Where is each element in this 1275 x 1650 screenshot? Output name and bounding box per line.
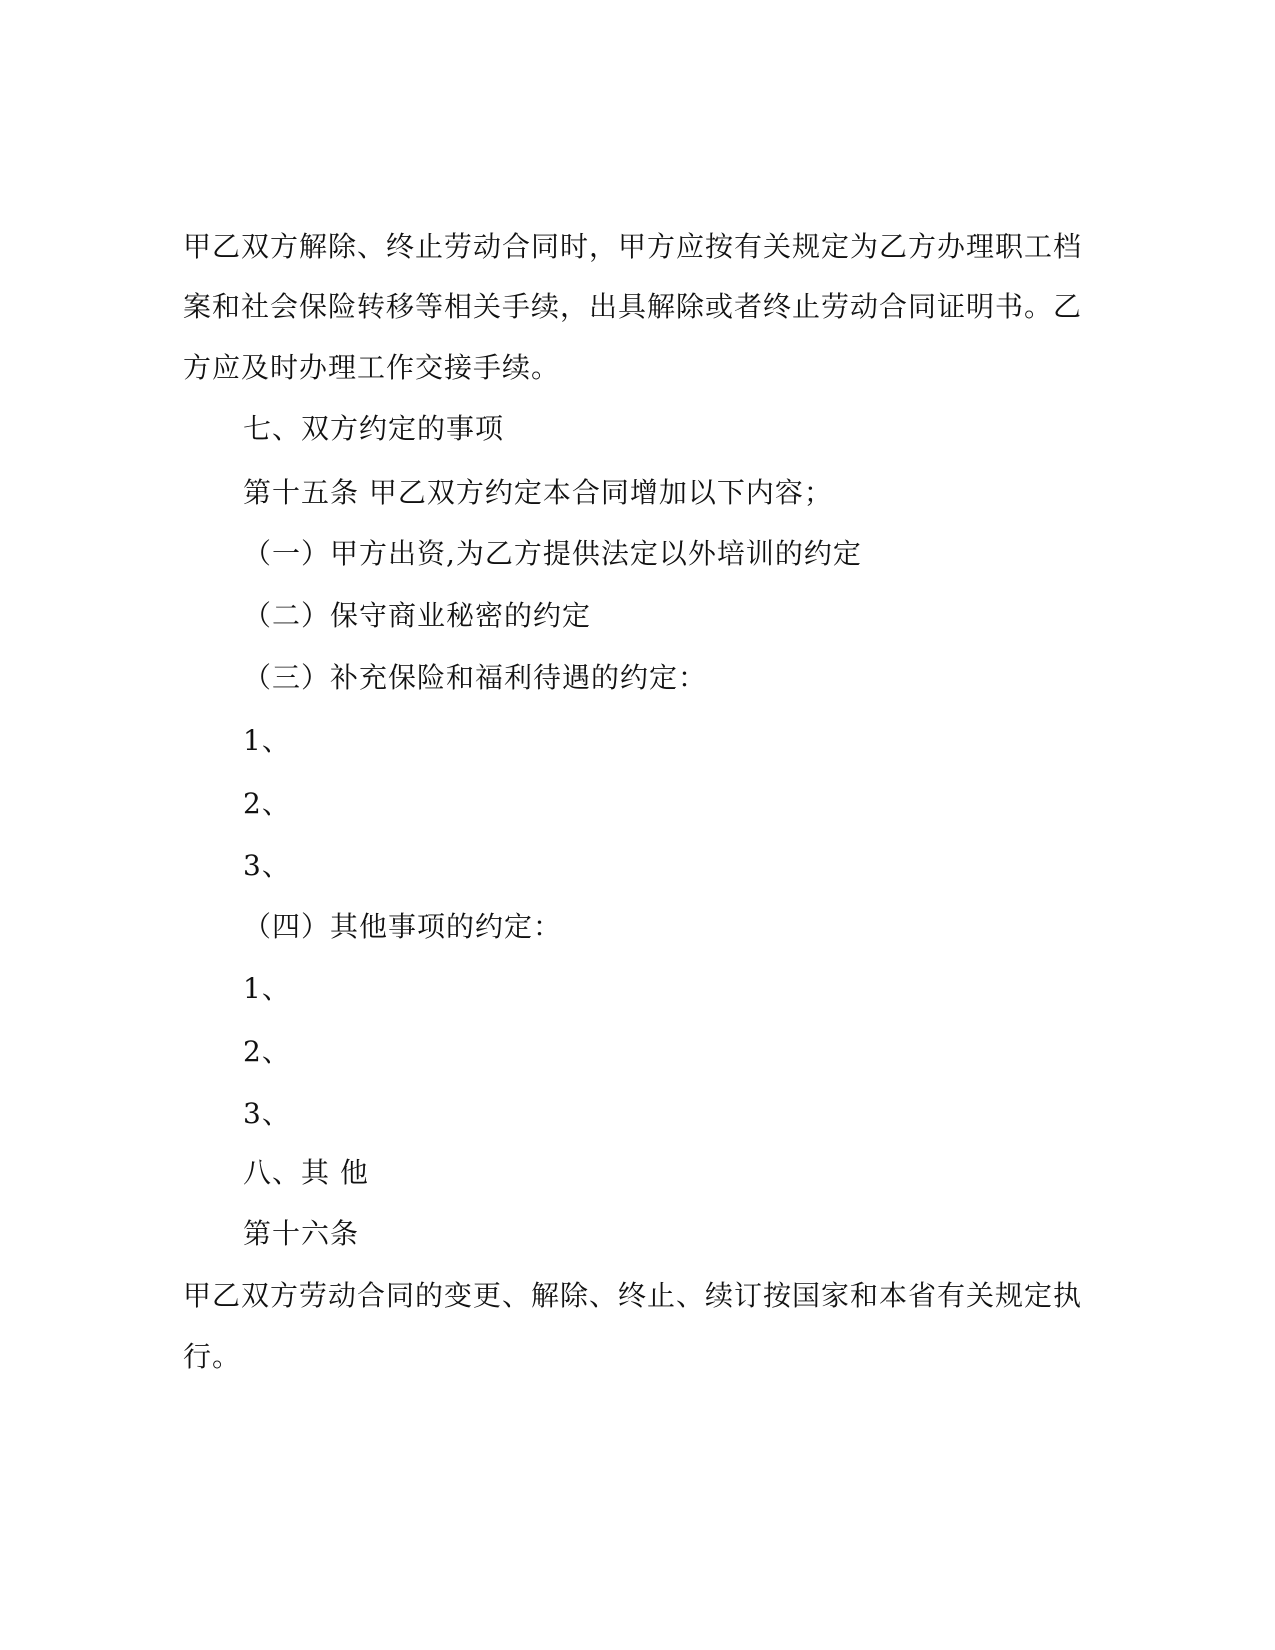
item-4-sub-3: 3、 [243, 1097, 291, 1130]
paragraph-1-line-2: 案和社会保险转移等相关手续，出具解除或者终止劳动合同证明书。乙 [183, 290, 1083, 323]
paragraph-2-line-1: 甲乙双方劳动合同的变更、解除、终止、续订按国家和本省有关规定执 [183, 1279, 1083, 1312]
section-7-heading: 七、双方约定的事项 [243, 412, 505, 445]
item-1: （一）甲方出资,为乙方提供法定以外培训的约定 [243, 537, 862, 570]
item-4: （四）其他事项的约定： [243, 910, 563, 943]
paragraph-1-line-1: 甲乙双方解除、终止劳动合同时，甲方应按有关规定为乙方办理职工档 [183, 230, 1083, 263]
item-3-sub-2: 2、 [243, 787, 291, 820]
article-15: 第十五条 甲乙双方约定本合同增加以下内容； [243, 476, 833, 509]
item-2: （二）保守商业秘密的约定 [243, 599, 592, 632]
section-8-heading: 八、其 他 [243, 1156, 369, 1189]
paragraph-2-line-2: 行。 [183, 1340, 242, 1373]
item-3-sub-3: 3、 [243, 849, 291, 882]
paragraph-1-line-3: 方应及时办理工作交接手续。 [183, 351, 561, 384]
item-4-sub-1: 1、 [243, 972, 291, 1005]
item-3: （三）补充保险和福利待遇的约定： [243, 661, 708, 694]
article-16-heading: 第十六条 [243, 1217, 360, 1250]
item-3-sub-1: 1、 [243, 724, 291, 757]
item-4-sub-2: 2、 [243, 1035, 291, 1068]
